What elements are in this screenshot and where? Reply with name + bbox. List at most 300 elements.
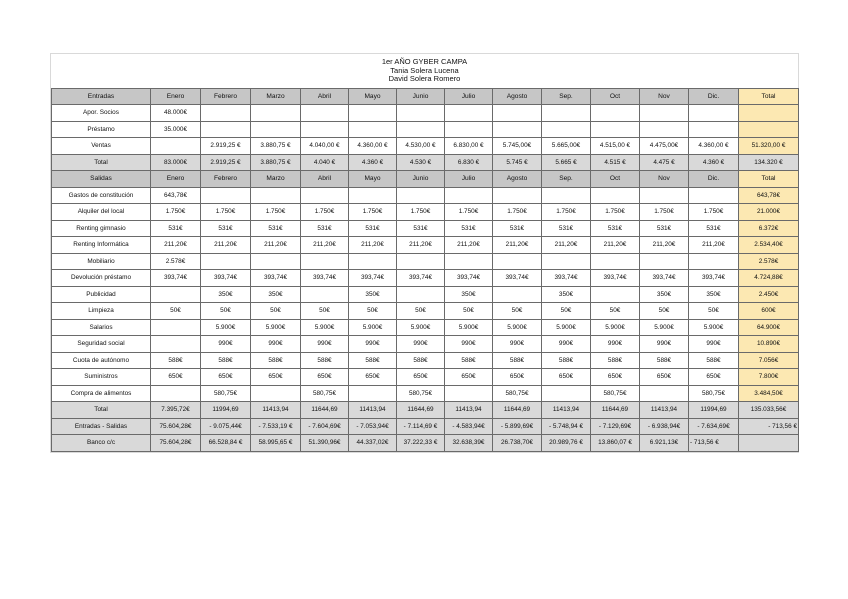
value-cell[interactable]: 5.900€ <box>397 319 445 336</box>
column-header-cell[interactable]: Agosto <box>493 171 542 188</box>
value-cell[interactable]: 393,74€ <box>397 270 445 287</box>
row-label-cell[interactable]: Renting gimnasio <box>52 220 151 237</box>
column-header-cell[interactable]: Total <box>739 88 799 105</box>
value-cell[interactable]: 50€ <box>591 303 640 320</box>
value-cell[interactable]: 3.880,75 € <box>251 138 301 155</box>
column-header-cell[interactable]: Agosto <box>493 88 542 105</box>
value-cell[interactable]: 11413,94 <box>251 402 301 419</box>
value-cell[interactable]: - 5.899,69€ <box>493 418 542 435</box>
column-header-cell[interactable]: Abril <box>301 171 349 188</box>
value-cell[interactable]: 650€ <box>640 369 689 386</box>
value-cell[interactable] <box>640 121 689 138</box>
value-cell[interactable] <box>349 253 397 270</box>
value-cell[interactable]: 26.738,70€ <box>493 435 542 452</box>
value-cell[interactable]: 44.337,02€ <box>349 435 397 452</box>
value-cell[interactable] <box>689 253 739 270</box>
value-cell[interactable]: 6.921,13€ <box>640 435 689 452</box>
value-cell[interactable]: 1.750€ <box>689 204 739 221</box>
value-cell[interactable] <box>445 253 493 270</box>
value-cell[interactable]: - 5.748,94 € <box>542 418 591 435</box>
column-header-cell[interactable]: Total <box>739 171 799 188</box>
row-label-cell[interactable]: Banco c/c <box>52 435 151 452</box>
value-cell[interactable]: 211,20€ <box>151 237 201 254</box>
value-cell[interactable]: 1.750€ <box>397 204 445 221</box>
value-cell[interactable]: 650€ <box>689 369 739 386</box>
value-cell[interactable]: 75.604,28€ <box>151 435 201 452</box>
value-cell[interactable]: 580,75€ <box>201 385 251 402</box>
value-cell[interactable] <box>445 121 493 138</box>
value-cell[interactable]: 990€ <box>349 336 397 353</box>
value-cell[interactable]: 350€ <box>201 286 251 303</box>
column-header-cell[interactable]: Sep. <box>542 88 591 105</box>
value-cell[interactable]: 11644,69 <box>591 402 640 419</box>
value-cell[interactable]: 5.745,00€ <box>493 138 542 155</box>
value-cell[interactable]: - 7.114,69 € <box>397 418 445 435</box>
row-label-cell[interactable]: Suministros <box>52 369 151 386</box>
value-cell[interactable]: 990€ <box>445 336 493 353</box>
value-cell[interactable]: 13.860,07 € <box>591 435 640 452</box>
value-cell[interactable] <box>301 121 349 138</box>
value-cell[interactable]: 5.665,00€ <box>542 138 591 155</box>
column-header-cell[interactable]: Enero <box>151 171 201 188</box>
value-cell[interactable] <box>397 121 445 138</box>
value-cell[interactable] <box>397 286 445 303</box>
value-cell[interactable]: 211,20€ <box>445 237 493 254</box>
row-label-cell[interactable]: Limpieza <box>52 303 151 320</box>
value-cell[interactable]: 393,74€ <box>542 270 591 287</box>
value-cell[interactable]: 350€ <box>542 286 591 303</box>
value-cell[interactable]: 990€ <box>397 336 445 353</box>
value-cell[interactable]: 393,74€ <box>251 270 301 287</box>
row-label-cell[interactable]: Entradas - Salidas <box>52 418 151 435</box>
row-label-cell[interactable]: Total <box>52 402 151 419</box>
value-cell[interactable]: 990€ <box>591 336 640 353</box>
value-cell[interactable]: 393,74€ <box>151 270 201 287</box>
total-cell[interactable]: 51.320,00 € <box>739 138 799 155</box>
value-cell[interactable]: 211,20€ <box>201 237 251 254</box>
value-cell[interactable]: 588€ <box>349 352 397 369</box>
value-cell[interactable] <box>640 105 689 122</box>
value-cell[interactable] <box>591 187 640 204</box>
value-cell[interactable]: 650€ <box>349 369 397 386</box>
value-cell[interactable]: - 6.938,94€ <box>640 418 689 435</box>
value-cell[interactable]: 650€ <box>251 369 301 386</box>
value-cell[interactable]: 211,20€ <box>542 237 591 254</box>
value-cell[interactable]: 4.475,00€ <box>640 138 689 155</box>
value-cell[interactable]: 990€ <box>201 336 251 353</box>
value-cell[interactable]: 5.665 € <box>542 154 591 171</box>
column-header-cell[interactable]: Febrero <box>201 88 251 105</box>
value-cell[interactable]: 50€ <box>689 303 739 320</box>
value-cell[interactable]: 4.530 € <box>397 154 445 171</box>
value-cell[interactable] <box>640 187 689 204</box>
value-cell[interactable]: 1.750€ <box>591 204 640 221</box>
value-cell[interactable]: 11644,69 <box>493 402 542 419</box>
value-cell[interactable]: 531€ <box>397 220 445 237</box>
row-label-cell[interactable]: Cuota de autónomo <box>52 352 151 369</box>
value-cell[interactable]: 531€ <box>349 220 397 237</box>
total-cell[interactable]: 2.534,40€ <box>739 237 799 254</box>
value-cell[interactable] <box>591 286 640 303</box>
value-cell[interactable]: 393,74€ <box>591 270 640 287</box>
value-cell[interactable] <box>349 121 397 138</box>
value-cell[interactable] <box>542 121 591 138</box>
value-cell[interactable]: 350€ <box>251 286 301 303</box>
row-label-cell[interactable]: Renting Informática <box>52 237 151 254</box>
value-cell[interactable]: 650€ <box>201 369 251 386</box>
value-cell[interactable]: 1.750€ <box>445 204 493 221</box>
value-cell[interactable]: 350€ <box>689 286 739 303</box>
value-cell[interactable] <box>251 105 301 122</box>
column-header-cell[interactable]: Julio <box>445 171 493 188</box>
value-cell[interactable]: 211,20€ <box>591 237 640 254</box>
column-header-cell[interactable]: Marzo <box>251 88 301 105</box>
value-cell[interactable] <box>301 253 349 270</box>
row-label-cell[interactable]: Apor. Socios <box>52 105 151 122</box>
value-cell[interactable]: 50€ <box>349 303 397 320</box>
value-cell[interactable]: 990€ <box>542 336 591 353</box>
value-cell[interactable]: 50€ <box>201 303 251 320</box>
value-cell[interactable] <box>397 253 445 270</box>
value-cell[interactable] <box>151 138 201 155</box>
value-cell[interactable] <box>201 253 251 270</box>
value-cell[interactable]: 4.360 € <box>349 154 397 171</box>
value-cell[interactable]: 1.750€ <box>349 204 397 221</box>
value-cell[interactable]: 4.360,00 € <box>689 138 739 155</box>
value-cell[interactable]: 48.000€ <box>151 105 201 122</box>
row-label-cell[interactable]: Gastos de constitución <box>52 187 151 204</box>
value-cell[interactable] <box>201 121 251 138</box>
value-cell[interactable] <box>349 105 397 122</box>
column-header-cell[interactable]: Oct <box>591 88 640 105</box>
value-cell[interactable]: - 7.053,94€ <box>349 418 397 435</box>
value-cell[interactable]: 50€ <box>397 303 445 320</box>
value-cell[interactable]: 531€ <box>151 220 201 237</box>
value-cell[interactable]: 11413,94 <box>640 402 689 419</box>
value-cell[interactable] <box>445 187 493 204</box>
value-cell[interactable]: 3.880,75 € <box>251 154 301 171</box>
value-cell[interactable] <box>301 187 349 204</box>
total-cell[interactable]: 4.724,88€ <box>739 270 799 287</box>
value-cell[interactable] <box>397 187 445 204</box>
total-cell[interactable] <box>739 105 799 122</box>
total-cell[interactable]: 3.484,50€ <box>739 385 799 402</box>
total-cell[interactable]: 6.372€ <box>739 220 799 237</box>
total-cell[interactable]: 600€ <box>739 303 799 320</box>
value-cell[interactable]: 588€ <box>251 352 301 369</box>
total-cell[interactable]: 2.578€ <box>739 253 799 270</box>
value-cell[interactable]: - 9.075,44€ <box>201 418 251 435</box>
value-cell[interactable]: 1.750€ <box>301 204 349 221</box>
total-cell[interactable]: 643,78€ <box>739 187 799 204</box>
value-cell[interactable]: 58.995,65 € <box>251 435 301 452</box>
row-label-cell[interactable]: Salarios <box>52 319 151 336</box>
value-cell[interactable]: 588€ <box>201 352 251 369</box>
value-cell[interactable]: 650€ <box>493 369 542 386</box>
value-cell[interactable]: 11413,94 <box>542 402 591 419</box>
value-cell[interactable] <box>591 121 640 138</box>
total-cell[interactable]: 2.450€ <box>739 286 799 303</box>
value-cell[interactable]: 7.395,72€ <box>151 402 201 419</box>
value-cell[interactable]: - 7.533,19 € <box>251 418 301 435</box>
value-cell[interactable]: 211,20€ <box>301 237 349 254</box>
value-cell[interactable]: 580,75€ <box>301 385 349 402</box>
value-cell[interactable]: - 7.129,69€ <box>591 418 640 435</box>
column-header-cell[interactable]: Junio <box>397 171 445 188</box>
row-label-cell[interactable]: Préstamo <box>52 121 151 138</box>
value-cell[interactable]: 50€ <box>151 303 201 320</box>
value-cell[interactable]: 2.578€ <box>151 253 201 270</box>
value-cell[interactable]: 588€ <box>301 352 349 369</box>
value-cell[interactable]: 11994,69 <box>689 402 739 419</box>
value-cell[interactable] <box>397 105 445 122</box>
value-cell[interactable]: 990€ <box>689 336 739 353</box>
column-header-cell[interactable]: Nov <box>640 88 689 105</box>
value-cell[interactable]: 50€ <box>301 303 349 320</box>
value-cell[interactable] <box>493 253 542 270</box>
value-cell[interactable]: 1.750€ <box>493 204 542 221</box>
value-cell[interactable]: 4.515 € <box>591 154 640 171</box>
value-cell[interactable]: 37.222,33 € <box>397 435 445 452</box>
value-cell[interactable] <box>640 385 689 402</box>
row-label-cell[interactable]: Alquiler del local <box>52 204 151 221</box>
value-cell[interactable] <box>445 105 493 122</box>
value-cell[interactable]: 393,74€ <box>349 270 397 287</box>
value-cell[interactable]: 5.900€ <box>201 319 251 336</box>
value-cell[interactable]: 531€ <box>493 220 542 237</box>
value-cell[interactable]: 2.919,25 € <box>201 154 251 171</box>
total-cell[interactable]: 10.890€ <box>739 336 799 353</box>
value-cell[interactable] <box>542 187 591 204</box>
value-cell[interactable]: 350€ <box>349 286 397 303</box>
value-cell[interactable]: 11413,94 <box>349 402 397 419</box>
value-cell[interactable] <box>201 105 251 122</box>
total-cell[interactable]: - 713,56 € <box>739 418 799 435</box>
total-cell[interactable] <box>739 435 799 452</box>
value-cell[interactable] <box>251 121 301 138</box>
value-cell[interactable]: 393,74€ <box>201 270 251 287</box>
value-cell[interactable]: 211,20€ <box>640 237 689 254</box>
value-cell[interactable] <box>301 286 349 303</box>
total-cell[interactable]: 21.000€ <box>739 204 799 221</box>
value-cell[interactable]: 211,20€ <box>397 237 445 254</box>
value-cell[interactable]: 393,74€ <box>445 270 493 287</box>
value-cell[interactable]: 1.750€ <box>201 204 251 221</box>
value-cell[interactable]: 5.900€ <box>445 319 493 336</box>
value-cell[interactable] <box>151 385 201 402</box>
value-cell[interactable]: 2.919,25 € <box>201 138 251 155</box>
column-header-cell[interactable]: Abril <box>301 88 349 105</box>
value-cell[interactable]: 350€ <box>445 286 493 303</box>
value-cell[interactable] <box>151 336 201 353</box>
value-cell[interactable]: 211,20€ <box>251 237 301 254</box>
column-header-cell[interactable]: Julio <box>445 88 493 105</box>
value-cell[interactable]: 650€ <box>301 369 349 386</box>
value-cell[interactable]: 5.900€ <box>542 319 591 336</box>
value-cell[interactable]: 4.475 € <box>640 154 689 171</box>
column-header-cell[interactable]: Mayo <box>349 88 397 105</box>
value-cell[interactable]: 531€ <box>201 220 251 237</box>
value-cell[interactable]: 32.638,39€ <box>445 435 493 452</box>
row-label-cell[interactable]: Publicidad <box>52 286 151 303</box>
value-cell[interactable] <box>591 253 640 270</box>
value-cell[interactable]: 4.515,00 € <box>591 138 640 155</box>
value-cell[interactable]: 5.900€ <box>251 319 301 336</box>
value-cell[interactable]: 531€ <box>542 220 591 237</box>
value-cell[interactable] <box>689 105 739 122</box>
value-cell[interactable]: 580,75€ <box>493 385 542 402</box>
value-cell[interactable]: 990€ <box>301 336 349 353</box>
row-label-cell[interactable]: Ventas <box>52 138 151 155</box>
value-cell[interactable]: 5.900€ <box>689 319 739 336</box>
column-header-cell[interactable]: Sep. <box>542 171 591 188</box>
value-cell[interactable]: 531€ <box>640 220 689 237</box>
value-cell[interactable]: 11644,69 <box>397 402 445 419</box>
total-cell[interactable]: 7.800€ <box>739 369 799 386</box>
value-cell[interactable]: 20.989,76 € <box>542 435 591 452</box>
value-cell[interactable]: 588€ <box>640 352 689 369</box>
total-cell[interactable]: 64.900€ <box>739 319 799 336</box>
value-cell[interactable]: 211,20€ <box>349 237 397 254</box>
value-cell[interactable]: 531€ <box>301 220 349 237</box>
row-header-cell[interactable]: Salidas <box>52 171 151 188</box>
value-cell[interactable]: 990€ <box>493 336 542 353</box>
value-cell[interactable]: 393,74€ <box>301 270 349 287</box>
row-label-cell[interactable]: Total <box>52 154 151 171</box>
value-cell[interactable]: 531€ <box>445 220 493 237</box>
value-cell[interactable]: - 4.583,94€ <box>445 418 493 435</box>
value-cell[interactable] <box>151 286 201 303</box>
value-cell[interactable] <box>591 105 640 122</box>
column-header-cell[interactable]: Enero <box>151 88 201 105</box>
column-header-cell[interactable]: Marzo <box>251 171 301 188</box>
column-header-cell[interactable]: Dic. <box>689 171 739 188</box>
row-label-cell[interactable]: Seguridad social <box>52 336 151 353</box>
value-cell[interactable] <box>151 319 201 336</box>
value-cell[interactable]: 580,75€ <box>591 385 640 402</box>
column-header-cell[interactable]: Mayo <box>349 171 397 188</box>
value-cell[interactable]: 531€ <box>251 220 301 237</box>
value-cell[interactable]: 650€ <box>151 369 201 386</box>
column-header-cell[interactable]: Dic. <box>689 88 739 105</box>
value-cell[interactable] <box>542 253 591 270</box>
value-cell[interactable]: 50€ <box>542 303 591 320</box>
value-cell[interactable] <box>301 105 349 122</box>
total-cell[interactable]: 134.320 € <box>739 154 799 171</box>
value-cell[interactable]: 4.360,00 € <box>349 138 397 155</box>
value-cell[interactable] <box>493 187 542 204</box>
value-cell[interactable]: 393,74€ <box>493 270 542 287</box>
value-cell[interactable] <box>251 187 301 204</box>
value-cell[interactable]: 5.900€ <box>591 319 640 336</box>
value-cell[interactable]: 1.750€ <box>542 204 591 221</box>
value-cell[interactable]: 650€ <box>542 369 591 386</box>
value-cell[interactable]: 531€ <box>591 220 640 237</box>
value-cell[interactable]: 990€ <box>251 336 301 353</box>
value-cell[interactable]: 51.390,96€ <box>301 435 349 452</box>
value-cell[interactable]: 4.530,00 € <box>397 138 445 155</box>
value-cell[interactable]: 580,75€ <box>397 385 445 402</box>
value-cell[interactable]: 650€ <box>591 369 640 386</box>
value-cell[interactable]: 50€ <box>493 303 542 320</box>
value-cell[interactable] <box>201 187 251 204</box>
value-cell[interactable]: 5.900€ <box>640 319 689 336</box>
value-cell[interactable] <box>542 385 591 402</box>
value-cell[interactable]: 75.604,28€ <box>151 418 201 435</box>
value-cell[interactable]: 50€ <box>445 303 493 320</box>
column-header-cell[interactable]: Junio <box>397 88 445 105</box>
value-cell[interactable]: 83.000€ <box>151 154 201 171</box>
value-cell[interactable] <box>349 385 397 402</box>
row-label-cell[interactable]: Mobiliario <box>52 253 151 270</box>
value-cell[interactable] <box>349 187 397 204</box>
value-cell[interactable] <box>251 385 301 402</box>
value-cell[interactable]: 650€ <box>397 369 445 386</box>
row-header-cell[interactable]: Entradas <box>52 88 151 105</box>
value-cell[interactable]: 6.830 € <box>445 154 493 171</box>
value-cell[interactable]: 531€ <box>689 220 739 237</box>
row-label-cell[interactable]: Compra de alimentos <box>52 385 151 402</box>
value-cell[interactable]: 11994,69 <box>201 402 251 419</box>
value-cell[interactable]: 580,75€ <box>689 385 739 402</box>
value-cell[interactable]: 588€ <box>397 352 445 369</box>
value-cell[interactable]: 588€ <box>151 352 201 369</box>
value-cell[interactable]: 350€ <box>640 286 689 303</box>
value-cell[interactable]: 1.750€ <box>251 204 301 221</box>
value-cell[interactable]: 5.900€ <box>349 319 397 336</box>
value-cell[interactable]: 5.900€ <box>493 319 542 336</box>
value-cell[interactable] <box>251 253 301 270</box>
value-cell[interactable]: 4.360 € <box>689 154 739 171</box>
row-label-cell[interactable]: Devolución préstamo <box>52 270 151 287</box>
value-cell[interactable]: 35.000€ <box>151 121 201 138</box>
value-cell[interactable]: 66.528,84 € <box>201 435 251 452</box>
value-cell[interactable]: 50€ <box>251 303 301 320</box>
value-cell[interactable] <box>493 121 542 138</box>
value-cell[interactable] <box>689 121 739 138</box>
value-cell[interactable]: 588€ <box>591 352 640 369</box>
value-cell[interactable] <box>640 253 689 270</box>
value-cell[interactable]: 650€ <box>445 369 493 386</box>
value-cell[interactable]: 588€ <box>445 352 493 369</box>
column-header-cell[interactable]: Oct <box>591 171 640 188</box>
value-cell[interactable]: 11413,94 <box>445 402 493 419</box>
value-cell[interactable]: 4.040 € <box>301 154 349 171</box>
value-cell[interactable]: 643,78€ <box>151 187 201 204</box>
value-cell[interactable]: 5.745 € <box>493 154 542 171</box>
value-cell[interactable]: 5.900€ <box>301 319 349 336</box>
value-cell[interactable]: 4.040,00 € <box>301 138 349 155</box>
value-cell[interactable]: - 7.604,69€ <box>301 418 349 435</box>
total-cell[interactable] <box>739 121 799 138</box>
value-cell[interactable] <box>493 286 542 303</box>
value-cell[interactable]: 1.750€ <box>151 204 201 221</box>
value-cell[interactable]: 990€ <box>640 336 689 353</box>
total-cell[interactable]: 7.056€ <box>739 352 799 369</box>
value-cell[interactable]: 211,20€ <box>689 237 739 254</box>
value-cell[interactable]: 211,20€ <box>493 237 542 254</box>
value-cell[interactable]: 393,74€ <box>689 270 739 287</box>
value-cell[interactable] <box>493 105 542 122</box>
value-cell[interactable]: 1.750€ <box>640 204 689 221</box>
value-cell[interactable] <box>542 105 591 122</box>
column-header-cell[interactable]: Febrero <box>201 171 251 188</box>
column-header-cell[interactable]: Nov <box>640 171 689 188</box>
value-cell[interactable]: 6.830,00 € <box>445 138 493 155</box>
value-cell[interactable]: - 713,56 € <box>689 435 739 452</box>
value-cell[interactable]: 11644,69 <box>301 402 349 419</box>
total-cell[interactable]: 135.033,56€ <box>739 402 799 419</box>
